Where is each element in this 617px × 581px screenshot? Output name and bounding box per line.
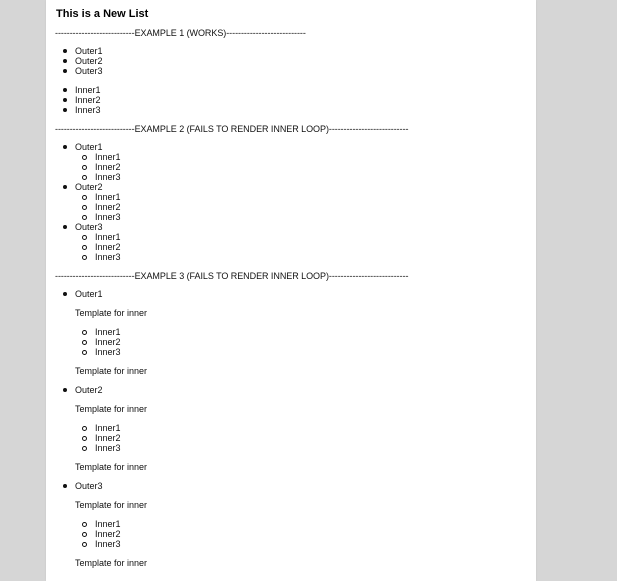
list-item xyxy=(75,539,525,549)
list-item-label: Inner3 xyxy=(95,443,121,453)
list-item xyxy=(55,56,525,66)
bullet-icon xyxy=(63,292,67,296)
bullet-icon xyxy=(63,185,67,189)
list-item xyxy=(75,289,525,299)
bullet-icon xyxy=(63,98,67,102)
list-item xyxy=(75,327,525,337)
list-item-label: Inner2 xyxy=(95,242,121,252)
bullet-icon xyxy=(63,88,67,92)
circle-bullet-icon xyxy=(82,446,87,451)
circle-bullet-icon xyxy=(82,350,87,355)
list-item-label: Inner3 xyxy=(95,539,121,549)
list-item-label: Inner2 xyxy=(95,433,121,443)
circle-bullet-icon xyxy=(82,215,87,220)
circle-bullet-icon xyxy=(82,532,87,537)
list-item-label: Outer3 xyxy=(75,481,103,491)
template-text: Template for inner xyxy=(75,404,148,414)
circle-bullet-icon xyxy=(82,175,87,180)
circle-bullet-icon xyxy=(82,340,87,345)
list-item xyxy=(75,529,525,539)
circle-bullet-icon xyxy=(82,205,87,210)
circle-bullet-icon xyxy=(82,255,87,260)
list-item-label: Inner3 xyxy=(95,212,121,222)
list-item-label: Outer1 xyxy=(75,46,103,56)
list-item xyxy=(75,162,525,172)
list-item-label: Inner1 xyxy=(95,192,121,202)
list-item xyxy=(55,222,525,232)
bullet-icon xyxy=(63,108,67,112)
list-item-label: Outer2 xyxy=(75,56,103,66)
example-3-inner-list xyxy=(75,519,525,549)
list-item xyxy=(55,85,525,95)
circle-bullet-icon xyxy=(82,522,87,527)
list-item xyxy=(75,443,525,453)
list-item-label: Inner2 xyxy=(95,529,121,539)
template-text: Template for inner xyxy=(75,366,148,376)
list-item xyxy=(75,481,525,491)
circle-bullet-icon xyxy=(82,436,87,441)
example-2-inner-list xyxy=(75,152,525,182)
list-item xyxy=(75,423,525,433)
list-item-label: Inner1 xyxy=(95,152,121,162)
example-3-outer-item xyxy=(55,289,525,376)
list-item-label: Outer2 xyxy=(75,182,103,192)
example-1-inner-list xyxy=(55,85,525,115)
circle-bullet-icon xyxy=(82,165,87,170)
circle-bullet-icon xyxy=(82,542,87,547)
example-3-outer-item xyxy=(55,481,525,568)
list-item-label: Inner2 xyxy=(95,202,121,212)
list-item-label: Outer3 xyxy=(75,222,103,232)
list-item-label: Inner2 xyxy=(75,95,101,105)
example-3-divider: ---------------------------EXAMPLE 3 (FAILS TO RENDER INNER LOOP)--------------------------- xyxy=(55,271,409,281)
bullet-icon xyxy=(63,59,67,63)
list-item xyxy=(75,212,525,222)
example-2-outer-list xyxy=(55,142,525,262)
bullet-icon xyxy=(63,388,67,392)
list-item xyxy=(75,337,525,347)
list-item xyxy=(55,105,525,115)
list-item-label: Inner1 xyxy=(75,85,101,95)
example-1-outer-list xyxy=(55,46,525,76)
list-item-label: Inner3 xyxy=(95,347,121,357)
list-item xyxy=(75,252,525,262)
bullet-icon xyxy=(63,69,67,73)
circle-bullet-icon xyxy=(82,155,87,160)
example-3-inner-list xyxy=(75,423,525,453)
bullet-icon xyxy=(63,484,67,488)
example-2-inner-list xyxy=(75,192,525,222)
list-item xyxy=(75,433,525,443)
list-item xyxy=(55,66,525,76)
example-2-divider: ---------------------------EXAMPLE 2 (FAILS TO RENDER INNER LOOP)--------------------------- xyxy=(55,124,409,134)
template-text: Template for inner xyxy=(75,558,148,568)
template-text: Template for inner xyxy=(75,308,148,318)
list-item-label: Inner1 xyxy=(95,232,121,242)
list-item xyxy=(75,202,525,212)
list-item-label: Inner1 xyxy=(95,519,121,529)
bullet-icon xyxy=(63,145,67,149)
bullet-icon xyxy=(63,49,67,53)
template-text: Template for inner xyxy=(75,500,148,510)
example-3-outer-item xyxy=(55,385,525,472)
list-item xyxy=(75,242,525,252)
list-item-label: Inner3 xyxy=(95,172,121,182)
list-item xyxy=(55,142,525,152)
list-item xyxy=(75,385,525,395)
bullet-icon xyxy=(63,225,67,229)
circle-bullet-icon xyxy=(82,245,87,250)
list-item xyxy=(55,46,525,56)
content-area xyxy=(55,7,525,577)
example-3-inner-list xyxy=(75,327,525,357)
circle-bullet-icon xyxy=(82,330,87,335)
list-item-label: Inner2 xyxy=(95,162,121,172)
page-canvas xyxy=(46,0,536,581)
list-item-label: Inner1 xyxy=(95,423,121,433)
template-text: Template for inner xyxy=(75,462,148,472)
example-2-inner-list xyxy=(75,232,525,262)
example-1-divider: ---------------------------EXAMPLE 1 (WORKS)--------------------------- xyxy=(55,28,306,38)
list-item-label: Inner2 xyxy=(95,337,121,347)
list-item xyxy=(75,232,525,242)
list-item-label: Inner3 xyxy=(75,105,101,115)
list-item-label: Inner1 xyxy=(95,327,121,337)
list-item-label: Outer2 xyxy=(75,385,103,395)
list-item xyxy=(55,95,525,105)
list-item xyxy=(75,172,525,182)
list-item xyxy=(55,182,525,192)
list-item xyxy=(75,347,525,357)
circle-bullet-icon xyxy=(82,195,87,200)
list-item-label: Outer1 xyxy=(75,142,103,152)
circle-bullet-icon xyxy=(82,235,87,240)
list-item xyxy=(75,192,525,202)
list-item xyxy=(75,519,525,529)
list-item-label: Outer3 xyxy=(75,66,103,76)
circle-bullet-icon xyxy=(82,426,87,431)
page-title: This is a New List xyxy=(56,8,149,20)
list-item-label: Inner3 xyxy=(95,252,121,262)
list-item xyxy=(75,152,525,162)
list-item-label: Outer1 xyxy=(75,289,103,299)
